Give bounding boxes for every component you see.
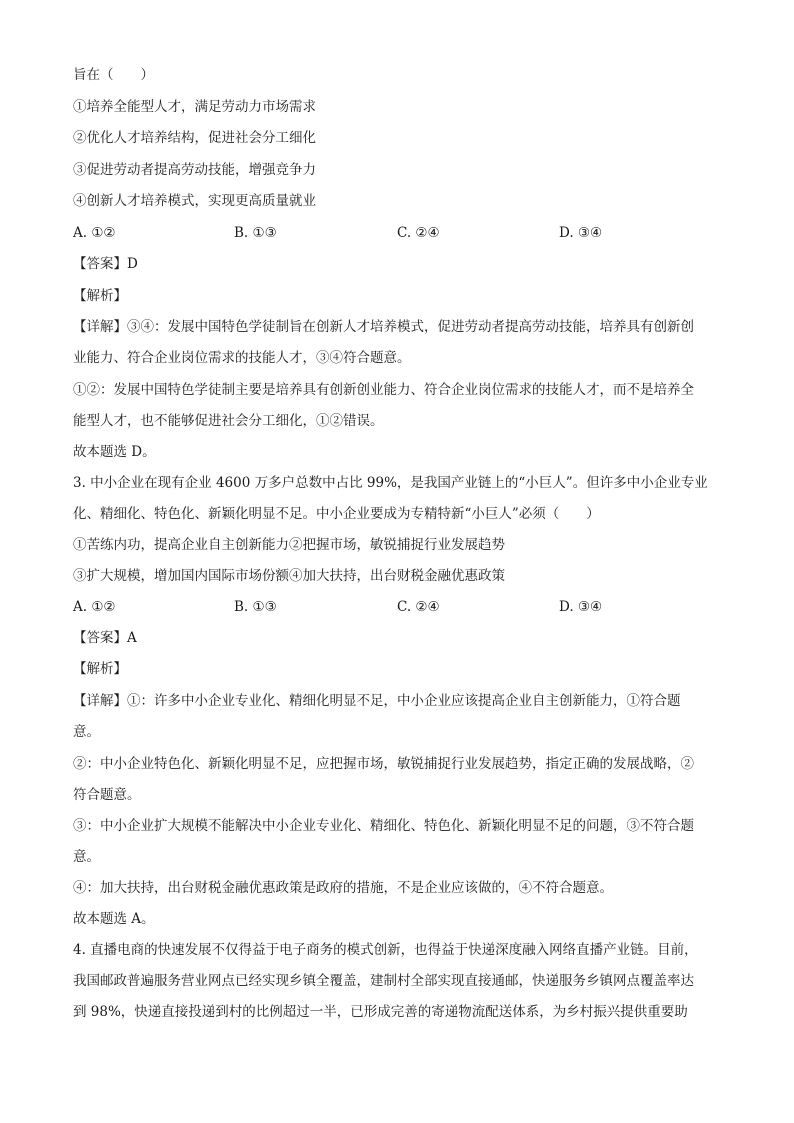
q2-option-c: C. ②④ bbox=[397, 225, 440, 241]
q2-item-3: ③促进劳动者提高劳动技能，增强竞争力 bbox=[73, 162, 316, 178]
q3-explain-2: 意。 bbox=[73, 724, 100, 740]
q4-stem-1: 4. 直播电商的快速发展不仅得益于电子商务的模式创新，也得益于快递深度融入网络直播产业链。目前， bbox=[73, 942, 698, 958]
q3-explain-1: 【详解】①：许多中小企业专业化、精细化明显不足，中小企业应该提高企业自主创新能力，①符合题 bbox=[73, 693, 681, 709]
q3-conclusion: 故本题选 A。 bbox=[73, 911, 155, 927]
q3-option-a: A. ①② bbox=[73, 599, 116, 615]
q2-item-2: ②优化人才培养结构，促进社会分工细化 bbox=[73, 130, 316, 146]
q2-stem-tail: 旨在（ ） bbox=[73, 67, 154, 83]
q3-explain-3: ②：中小企业特色化、新颖化明显不足，应把握市场，敏锐捕捉行业发展趋势，指定正确的发展战略，② bbox=[73, 756, 694, 772]
q3-options bbox=[73, 598, 723, 616]
q2-item-4: ④创新人才培养模式，实现更高质量就业 bbox=[73, 193, 316, 209]
q3-option-c: C. ②④ bbox=[397, 599, 440, 615]
q3-stem-2: 化、精细化、特色化、新颖化明显不足。中小企业要成为专精特新“小巨人”必须（ ） bbox=[73, 506, 600, 522]
q3-option-b: B. ①③ bbox=[234, 599, 277, 615]
q2-conclusion: 故本题选 D。 bbox=[73, 444, 156, 460]
q3-option-d: D. ③④ bbox=[559, 599, 603, 615]
q4-stem-2: 我国邮政普遍服务营业网点已经实现乡镇全覆盖，建制村全部实现直接通邮，快递服务乡镇网点覆盖率达 bbox=[73, 973, 694, 989]
q3-explain-4: 符合题意。 bbox=[73, 787, 141, 803]
q2-options bbox=[73, 224, 723, 242]
q3-explain-6: 意。 bbox=[73, 849, 100, 865]
q2-explain-1: 【详解】③④：发展中国特色学徒制旨在创新人才培养模式，促进劳动者提高劳动技能，培养具有创新创 bbox=[73, 319, 694, 335]
q2-explain-4: 能型人才，也不能够促进社会分工细化，①②错误。 bbox=[73, 413, 384, 429]
q3-items-1: ①苦练内功，提高企业自主创新能力②把握市场，敏锐捕捉行业发展趋势 bbox=[73, 537, 505, 553]
q2-explain-3: ①②：发展中国特色学徒制主要是培养具有创新创业能力、符合企业岗位需求的技能人才，而不是培养全 bbox=[73, 382, 694, 398]
q2-option-b: B. ①③ bbox=[234, 225, 277, 241]
q2-explain-2: 业能力、符合企业岗位需求的技能人才，③④符合题意。 bbox=[73, 350, 411, 366]
q4-stem-3: 到 98%，快递直接投递到村的比例超过一半，已形成完善的寄递物流配送体系，为乡村振兴提供重要助 bbox=[73, 1004, 688, 1020]
q2-analysis-label: 【解析】 bbox=[73, 288, 127, 304]
q3-explain-7: ④：加大扶持，出台财税金融优惠政策是政府的措施，不是企业应该做的，④不符合题意。 bbox=[73, 880, 613, 896]
q3-analysis-label: 【解析】 bbox=[73, 661, 127, 677]
q3-items-2: ③扩大规模，增加国内国际市场份额④加大扶持，出台财税金融优惠政策 bbox=[73, 568, 505, 584]
q2-option-d: D. ③④ bbox=[559, 225, 603, 241]
q3-stem-1: 3. 中小企业在现有企业 4600 万多户总数中占比 99%，是我国产业链上的“小巨人”。但许多中小企业专业 bbox=[73, 475, 708, 491]
q2-item-1: ①培养全能型人才，满足劳动力市场需求 bbox=[73, 99, 316, 115]
q3-explain-5: ③：中小企业扩大规模不能解决中小企业专业化、精细化、特色化、新颖化明显不足的问题，③不符合题 bbox=[73, 818, 694, 834]
q3-answer: 【答案】A bbox=[73, 630, 137, 646]
q2-option-a: A. ①② bbox=[73, 225, 116, 241]
q2-answer: 【答案】D bbox=[73, 256, 138, 272]
